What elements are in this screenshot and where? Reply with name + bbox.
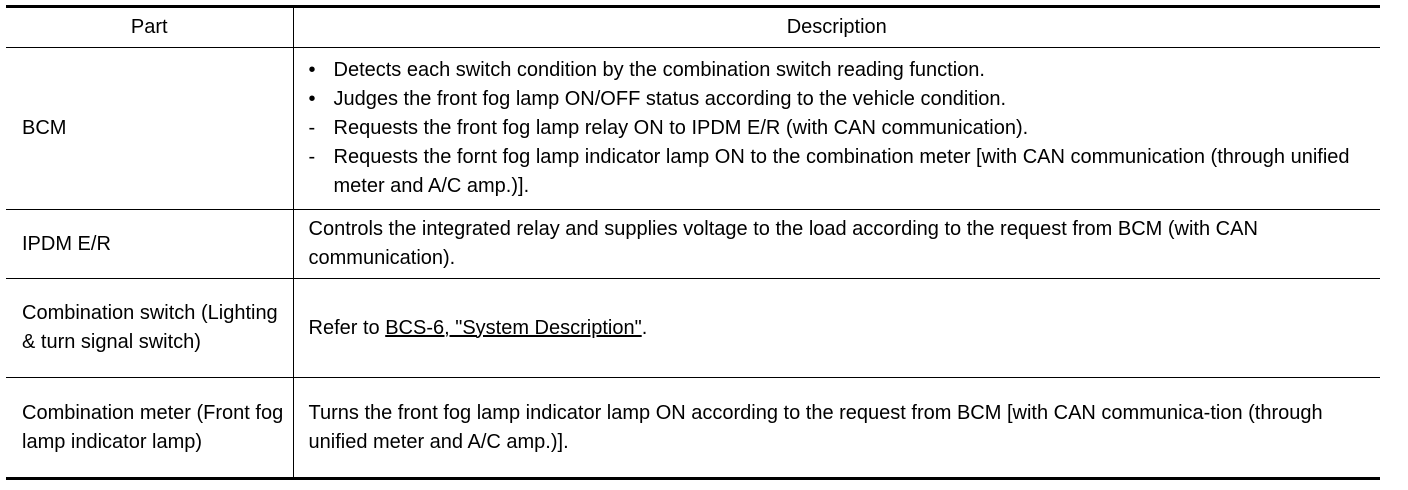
description-cell — [293, 279, 1380, 378]
list-item — [309, 114, 1371, 143]
part-cell: IPDM E/R — [6, 210, 293, 279]
bullet-marker: • — [308, 88, 316, 110]
list-item-text: Requests the front fog lamp relay ON to IPDM E/R (with CAN communication). — [333, 117, 1029, 139]
list-item — [309, 56, 1371, 85]
description-prefix: Refer to — [308, 316, 386, 339]
description-cell: Controls the integrated relay and supplies voltage to the load according to the request from BCM (with CAN communication). — [293, 210, 1380, 279]
dash-marker: - — [308, 146, 316, 168]
list-item-text: Requests the fornt fog lamp indicator lamp ON to the combination meter [with CAN communication (through unified meter and A/C amp.)]. — [333, 146, 1350, 197]
dash-marker: - — [308, 117, 316, 139]
table-row-ipdm — [6, 210, 1380, 279]
table-row-bcm — [6, 48, 1380, 210]
system-description-link[interactable]: BCS-6, "System Description" — [385, 316, 642, 339]
description-cell: Turns the front fog lamp indicator lamp ON according to the request from BCM [with CAN communica-tion (through unified meter and A/C amp.)]. — [293, 378, 1380, 479]
description-cell — [293, 48, 1380, 210]
part-description-table-container — [6, 5, 1380, 480]
table-header-row — [6, 7, 1380, 48]
table-row-combination-meter — [6, 378, 1380, 479]
part-cell: Combination switch (Lighting & turn signal switch) — [6, 279, 293, 378]
table-row-combination-switch — [6, 279, 1380, 378]
description-suffix: . — [641, 316, 648, 339]
part-cell: Combination meter (Front fog lamp indicator lamp) — [6, 378, 293, 479]
list-item-text: Detects each switch condition by the combination switch reading function. — [333, 59, 985, 81]
part-description-table — [6, 5, 1380, 480]
description-list — [309, 56, 1371, 201]
list-item — [309, 143, 1371, 201]
column-header-description: Description — [293, 7, 1380, 48]
bullet-marker: • — [308, 59, 316, 81]
part-cell: BCM — [6, 48, 293, 210]
list-item-text: Judges the front fog lamp ON/OFF status according to the vehicle condition. — [333, 88, 1007, 110]
column-header-part: Part — [6, 7, 293, 48]
list-item — [309, 85, 1371, 114]
